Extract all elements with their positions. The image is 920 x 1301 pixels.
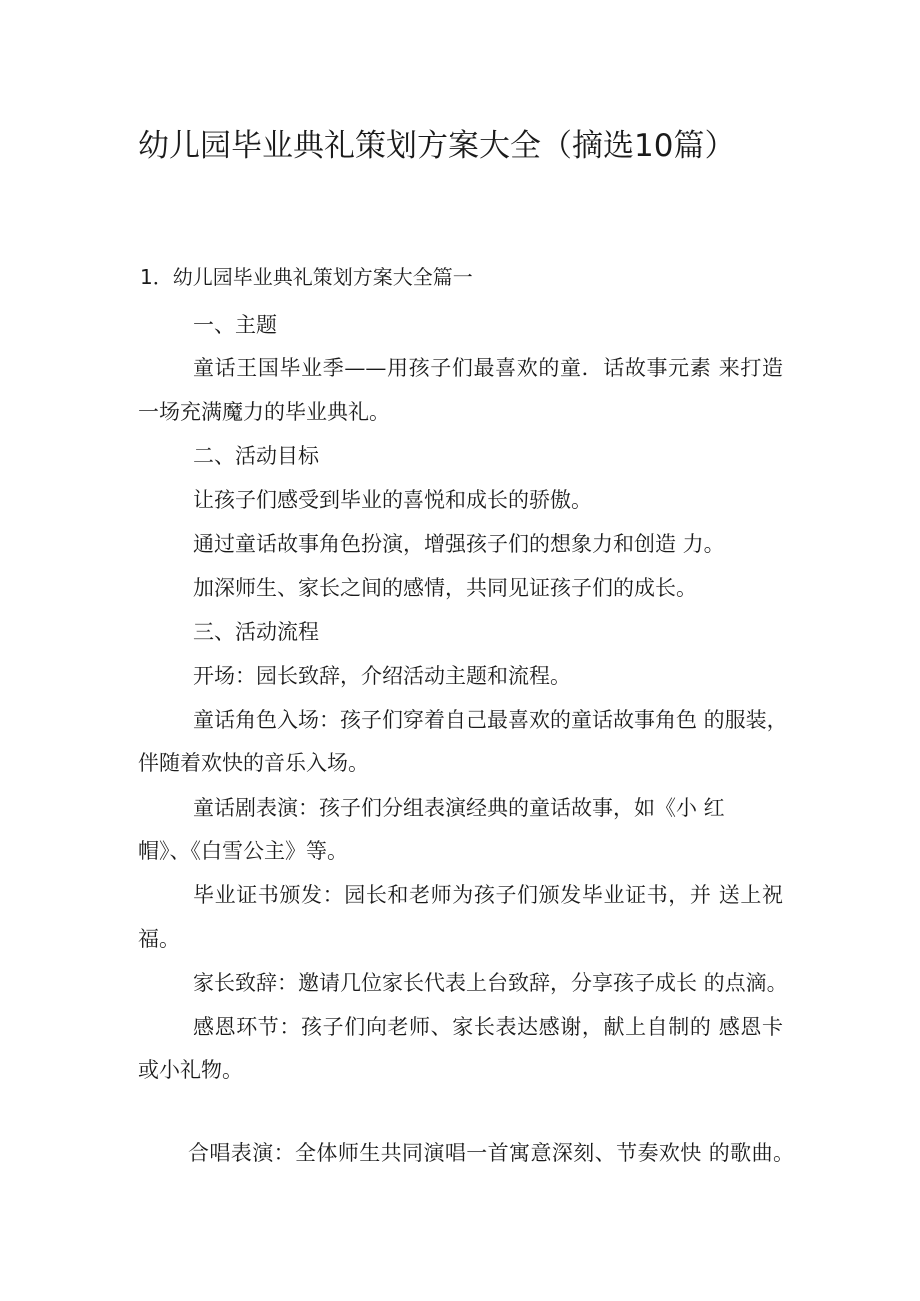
section-heading: 1．幼儿园毕业典礼策划方案大全篇一 bbox=[140, 265, 473, 289]
goal-item-1: 让孩子们感受到毕业的喜悦和成长的骄傲。 bbox=[193, 488, 592, 512]
process-certificate-line-2: 福。 bbox=[138, 927, 180, 951]
heading-theme: 一、主题 bbox=[193, 313, 277, 337]
process-gratitude-line-1: 感恩环节：孩子们向老师、家长表达感谢，献上自制的 感恩卡 bbox=[193, 1015, 783, 1039]
heading-goals: 二、活动目标 bbox=[193, 444, 319, 468]
document-title: 幼儿园毕业典礼策划方案大全（摘选10篇） bbox=[138, 128, 736, 164]
process-gratitude-line-2: 或小礼物。 bbox=[138, 1058, 243, 1082]
process-chorus: 合唱表演：全体师生共同演唱一首寓意深刻、节奏欢快 的歌曲。 bbox=[188, 1141, 794, 1165]
process-entrance-line-1: 童话角色入场：孩子们穿着自己最喜欢的童话故事角色 的服装， bbox=[193, 708, 788, 732]
process-drama-line-2: 帽》、《白雪公主》等。 bbox=[138, 839, 348, 863]
theme-line-1: 童话王国毕业季——用孩子们最喜欢的童．话故事元素 来打造 bbox=[193, 356, 783, 380]
theme-line-2: 一场充满魔力的毕业典礼。 bbox=[138, 400, 390, 424]
goal-item-2: 通过童话故事角色扮演，增强孩子们的想象力和创造 力。 bbox=[193, 532, 725, 556]
process-certificate-line-1: 毕业证书颁发：园长和老师为孩子们颁发毕业证书，并 送上祝 bbox=[193, 883, 783, 907]
process-opening: 开场：园长致辞，介绍活动主题和流程。 bbox=[193, 664, 571, 688]
process-drama-line-1: 童话剧表演：孩子们分组表演经典的童话故事，如《小 红 bbox=[193, 796, 725, 820]
heading-process: 三、活动流程 bbox=[193, 620, 319, 644]
goal-item-3: 加深师生、家长之间的感情，共同见证孩子们的成长。 bbox=[193, 576, 697, 600]
process-parent-speech: 家长致辞：邀请几位家长代表上台致辞，分享孩子成长 的点滴。 bbox=[193, 971, 788, 995]
process-entrance-line-2: 伴随着欢快的音乐入场。 bbox=[138, 751, 369, 775]
